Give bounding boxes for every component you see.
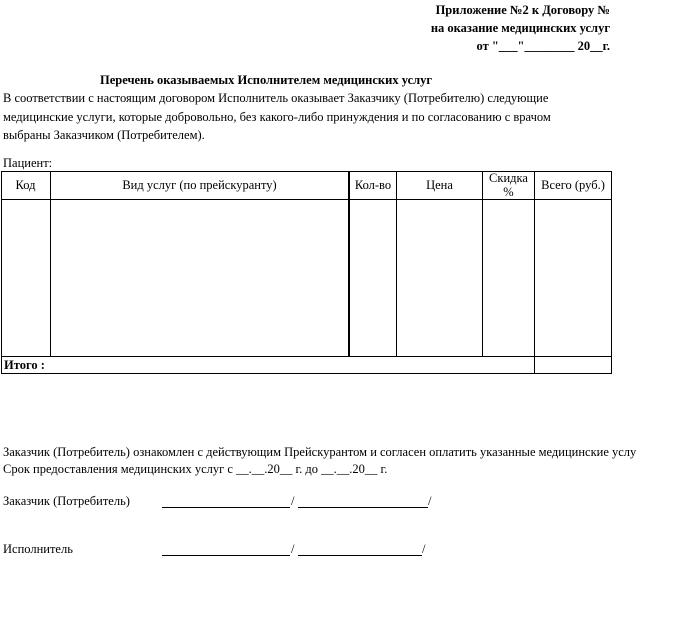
- col-header-discount-line2: %: [503, 185, 514, 199]
- intro-line-1: В соответствии с настоящим договором Исполнитель оказывает Заказчику (Потребителю) следующие: [3, 91, 549, 105]
- col-divider-1: [50, 171, 51, 356]
- col-header-code: Код: [15, 178, 36, 192]
- intro-line-3: выбраны Заказчиком (Потребителем).: [3, 128, 205, 142]
- customer-signature-label: Заказчик (Потребитель): [3, 494, 130, 508]
- intro-line-2: медицинские услуги, которые добровольно, без какого-либо принуждения и по согласованию с врачом: [3, 110, 551, 124]
- customer-signature-end: /: [428, 494, 432, 508]
- appendix-title: Приложение №2 к Договору №: [435, 3, 610, 17]
- service-term-text: Срок предоставления медицинских услуг с __.__.20__ г. до __.__.20__ г.: [3, 462, 388, 476]
- col-header-qty: Кол-во: [354, 178, 392, 192]
- customer-name-line[interactable]: [298, 507, 428, 508]
- col-divider-3: [396, 171, 397, 356]
- col-header-discount-line1: Скидка: [489, 171, 528, 185]
- appendix-date: от "___"________ 20__г.: [476, 39, 610, 53]
- executor-name-line[interactable]: [298, 555, 422, 556]
- col-divider-5: [534, 171, 535, 374]
- executor-signature-end: /: [422, 542, 426, 556]
- table-border-bottom: [1, 373, 612, 374]
- services-table: [1, 171, 612, 374]
- table-header-separator: [1, 199, 612, 200]
- col-header-price: Цена: [426, 178, 453, 192]
- executor-signature-line[interactable]: [162, 555, 290, 556]
- col-divider-2: [348, 171, 350, 356]
- table-total-separator: [1, 356, 612, 357]
- document-title: Перечень оказываемых Исполнителем медицинских услуг: [100, 73, 433, 87]
- table-total-label: Итого :: [4, 358, 45, 372]
- col-header-total: Всего (руб.): [541, 178, 605, 192]
- patient-label: Пациент:: [3, 156, 53, 170]
- executor-signature-label: Исполнитель: [3, 542, 73, 556]
- executor-signature-separator: /: [291, 542, 295, 556]
- col-header-discount: [483, 171, 534, 199]
- table-border-left: [1, 171, 2, 374]
- col-header-service: Вид услуг (по прейскуранту): [122, 178, 277, 192]
- customer-signature-separator: /: [291, 494, 295, 508]
- appendix-subtitle: на оказание медицинских услуг: [430, 21, 610, 35]
- customer-signature-line[interactable]: [162, 507, 290, 508]
- acknowledgement-text: Заказчик (Потребитель) ознакомлен с действующим Прейскурантом и согласен оплатить указанные медицинские услу: [3, 445, 637, 459]
- table-border-right: [611, 171, 612, 374]
